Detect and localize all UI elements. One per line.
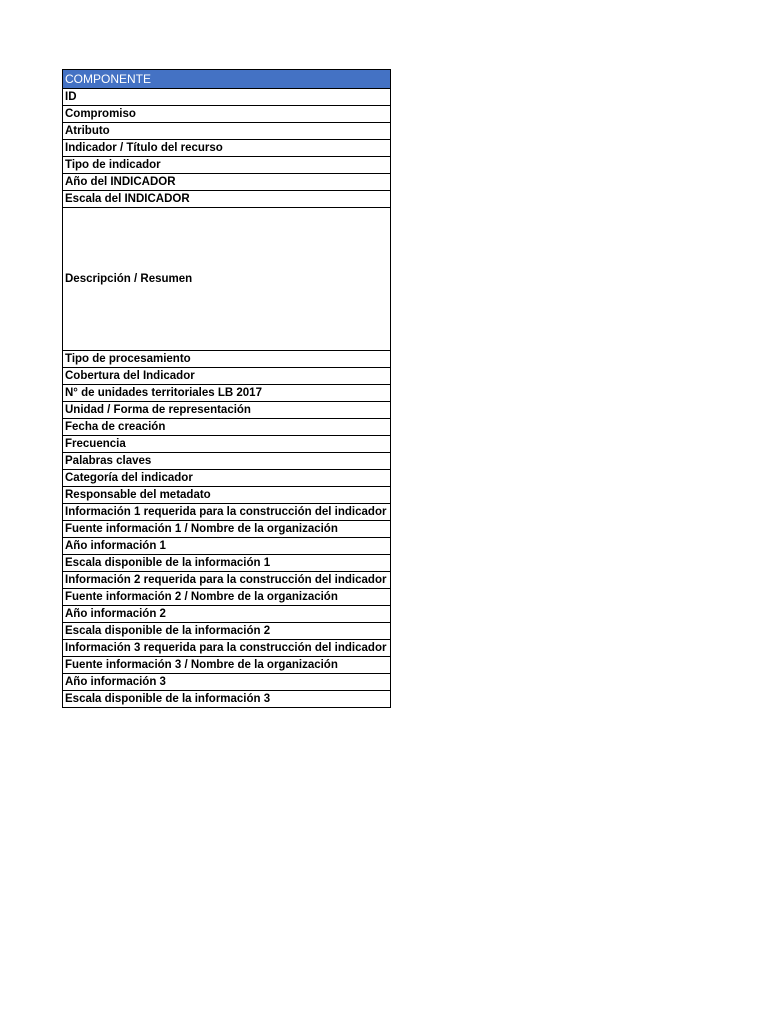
- table-row: [63, 572, 391, 589]
- table-row: [63, 106, 391, 123]
- row-label-cell[interactable]: Categoría del indicador: [63, 470, 391, 487]
- table-row: [63, 589, 391, 606]
- table-row: [63, 368, 391, 385]
- row-label-cell[interactable]: Escala disponible de la información 1: [63, 555, 391, 572]
- table-row: [63, 504, 391, 521]
- table-row: [63, 123, 391, 140]
- table-row: [63, 351, 391, 368]
- row-label-cell[interactable]: Compromiso: [63, 106, 391, 123]
- row-label-cell[interactable]: Información 3 requerida para la construcción del indicador: [63, 640, 391, 657]
- row-label-cell[interactable]: Fecha de creación: [63, 419, 391, 436]
- row-label-cell[interactable]: Fuente información 1 / Nombre de la organización: [63, 521, 391, 538]
- table-row: [63, 657, 391, 674]
- table-row: [63, 555, 391, 572]
- row-label-cell[interactable]: Año información 3: [63, 674, 391, 691]
- table-row: [63, 402, 391, 419]
- row-label-cell[interactable]: Año información 2: [63, 606, 391, 623]
- table-row: [63, 453, 391, 470]
- metadata-table: [62, 69, 391, 708]
- row-label-cell[interactable]: Palabras claves: [63, 453, 391, 470]
- table-row: [63, 470, 391, 487]
- table-row: [63, 157, 391, 174]
- row-label-cell[interactable]: Tipo de indicador: [63, 157, 391, 174]
- row-label-cell[interactable]: Cobertura del Indicador: [63, 368, 391, 385]
- row-label-cell[interactable]: ID: [63, 89, 391, 106]
- row-label-cell[interactable]: Responsable del metadato: [63, 487, 391, 504]
- table-row: [63, 538, 391, 555]
- row-label-cell[interactable]: Escala del INDICADOR: [63, 191, 391, 208]
- table-header-row: [63, 70, 391, 89]
- row-label-cell[interactable]: Atributo: [63, 123, 391, 140]
- row-label-cell[interactable]: Año del INDICADOR: [63, 174, 391, 191]
- table-row: [63, 191, 391, 208]
- row-label-cell[interactable]: Fuente información 2 / Nombre de la organización: [63, 589, 391, 606]
- table-row: [63, 174, 391, 191]
- table-row: [63, 606, 391, 623]
- table-row-description: [63, 208, 391, 351]
- row-label-cell[interactable]: Fuente información 3 / Nombre de la organización: [63, 657, 391, 674]
- row-label-cell[interactable]: Indicador / Título del recurso: [63, 140, 391, 157]
- row-label-cell[interactable]: N° de unidades territoriales LB 2017: [63, 385, 391, 402]
- row-label-cell[interactable]: Unidad / Forma de representación: [63, 402, 391, 419]
- table-row: [63, 623, 391, 640]
- table-row: [63, 140, 391, 157]
- header-cell-componente[interactable]: COMPONENTE: [63, 70, 391, 89]
- row-label-cell[interactable]: Frecuencia: [63, 436, 391, 453]
- table-row: [63, 436, 391, 453]
- row-label-cell[interactable]: Información 2 requerida para la construcción del indicador: [63, 572, 391, 589]
- row-label-cell[interactable]: Escala disponible de la información 3: [63, 691, 391, 708]
- table-row: [63, 385, 391, 402]
- table-row: [63, 691, 391, 708]
- table-row: [63, 487, 391, 504]
- row-label-cell[interactable]: Escala disponible de la información 2: [63, 623, 391, 640]
- metadata-sheet: [62, 69, 391, 708]
- row-label-cell[interactable]: Tipo de procesamiento: [63, 351, 391, 368]
- row-label-cell[interactable]: Información 1 requerida para la construcción del indicador: [63, 504, 391, 521]
- table-row: [63, 419, 391, 436]
- description-cell[interactable]: Descripción / Resumen: [63, 208, 391, 351]
- table-row: [63, 89, 391, 106]
- row-label-cell[interactable]: Año información 1: [63, 538, 391, 555]
- table-row: [63, 674, 391, 691]
- table-row: [63, 640, 391, 657]
- table-row: [63, 521, 391, 538]
